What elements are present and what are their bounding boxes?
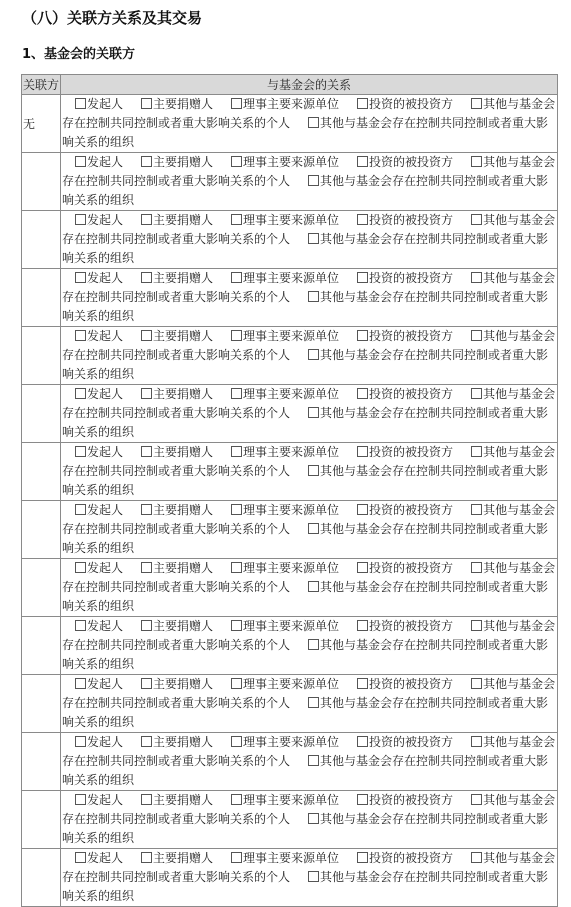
checkbox-icon[interactable] <box>75 620 86 631</box>
checkbox-icon[interactable] <box>141 620 152 631</box>
option-label: 理事主要来源单位 <box>243 387 340 401</box>
relationship-option[interactable] <box>75 387 123 401</box>
checkbox-icon[interactable] <box>75 214 86 225</box>
relationship-option[interactable] <box>75 271 123 285</box>
checkbox-icon[interactable] <box>357 794 368 805</box>
checkbox-icon[interactable] <box>141 852 152 863</box>
checkbox-icon[interactable] <box>471 504 482 515</box>
checkbox-icon[interactable] <box>75 852 86 863</box>
option-label: 其他与基金会存在控制共同控制或者重大影响关系的个人 <box>62 97 556 130</box>
option-label: 其他与基金会存在控制共同控制或者重大影响关系的个人 <box>62 503 556 536</box>
checkbox-icon[interactable] <box>231 388 242 399</box>
option-label: 其他与基金会存在控制共同控制或者重大影响关系的个人 <box>62 445 556 478</box>
relationship-option[interactable] <box>141 155 213 169</box>
relationship-cell <box>61 849 558 907</box>
option-label: 发起人 <box>87 735 124 749</box>
checkbox-icon[interactable] <box>231 562 242 573</box>
option-label: 主要捐赠人 <box>153 329 214 343</box>
checkbox-icon[interactable] <box>141 388 152 399</box>
relationship-cell <box>61 327 558 385</box>
table-row <box>22 153 558 211</box>
relationship-option[interactable] <box>141 213 213 227</box>
option-label: 其他与基金会存在控制共同控制或者重大影响关系的组织 <box>62 116 549 149</box>
relationship-option[interactable] <box>141 735 213 749</box>
checkbox-icon[interactable] <box>471 620 482 631</box>
checkbox-icon[interactable] <box>75 156 86 167</box>
relationship-option[interactable] <box>357 793 453 807</box>
option-label: 主要捐赠人 <box>153 155 214 169</box>
checkbox-icon[interactable] <box>231 736 242 747</box>
option-label: 理事主要来源单位 <box>243 445 340 459</box>
relationship-option[interactable] <box>231 851 339 865</box>
checkbox-icon[interactable] <box>357 620 368 631</box>
option-label: 其他与基金会存在控制共同控制或者重大影响关系的组织 <box>62 812 549 845</box>
related-party-cell <box>22 675 61 733</box>
option-label: 发起人 <box>87 851 124 865</box>
option-label: 其他与基金会存在控制共同控制或者重大影响关系的组织 <box>62 522 549 555</box>
checkbox-icon[interactable] <box>471 736 482 747</box>
related-party-cell <box>22 327 61 385</box>
relationship-option[interactable] <box>231 387 339 401</box>
relationship-cell <box>61 95 558 153</box>
relationship-option[interactable] <box>357 561 453 575</box>
relationship-option[interactable] <box>141 329 213 343</box>
related-party-cell <box>22 153 61 211</box>
relationship-cell <box>61 443 558 501</box>
relationship-option[interactable] <box>75 97 123 111</box>
option-label: 理事主要来源单位 <box>243 851 340 865</box>
checkbox-icon[interactable] <box>308 697 319 708</box>
checkbox-icon[interactable] <box>141 214 152 225</box>
relationship-option[interactable] <box>75 851 123 865</box>
checkbox-icon[interactable] <box>75 388 86 399</box>
checkbox-icon[interactable] <box>141 504 152 515</box>
relationship-option[interactable] <box>357 503 453 517</box>
relationship-cell <box>61 675 558 733</box>
option-label: 其他与基金会存在控制共同控制或者重大影响关系的组织 <box>62 174 549 207</box>
option-label: 投资的被投资方 <box>369 155 454 169</box>
option-label: 其他与基金会存在控制共同控制或者重大影响关系的个人 <box>62 793 556 826</box>
checkbox-icon[interactable] <box>308 639 319 650</box>
checkbox-icon[interactable] <box>231 272 242 283</box>
related-party-cell <box>22 501 61 559</box>
relationship-option[interactable] <box>231 619 339 633</box>
option-label: 其他与基金会存在控制共同控制或者重大影响关系的组织 <box>62 290 549 323</box>
relationship-option[interactable] <box>357 851 453 865</box>
sub-title: 1、基金会的关联方 <box>22 47 136 62</box>
relationship-option[interactable] <box>75 155 123 169</box>
table-row <box>22 211 558 269</box>
checkbox-icon[interactable] <box>308 755 319 766</box>
checkbox-icon[interactable] <box>471 330 482 341</box>
checkbox-icon[interactable] <box>357 214 368 225</box>
checkbox-icon[interactable] <box>471 678 482 689</box>
relationship-cell <box>61 385 558 443</box>
checkbox-icon[interactable] <box>357 562 368 573</box>
relationship-option[interactable] <box>141 851 213 865</box>
checkbox-icon[interactable] <box>75 446 86 457</box>
checkbox-icon[interactable] <box>75 794 86 805</box>
option-label: 投资的被投资方 <box>369 735 454 749</box>
table-row <box>22 95 558 153</box>
table-row <box>22 849 558 907</box>
related-party-cell <box>22 269 61 327</box>
option-label: 理事主要来源单位 <box>243 735 340 749</box>
checkbox-icon[interactable] <box>357 272 368 283</box>
option-label: 其他与基金会存在控制共同控制或者重大影响关系的个人 <box>62 619 556 652</box>
option-label: 其他与基金会存在控制共同控制或者重大影响关系的个人 <box>62 735 556 768</box>
checkbox-icon[interactable] <box>75 504 86 515</box>
related-party-cell <box>22 791 61 849</box>
relationship-option[interactable] <box>75 793 123 807</box>
option-label: 发起人 <box>87 503 124 517</box>
relationship-option[interactable] <box>231 445 339 459</box>
checkbox-icon[interactable] <box>141 156 152 167</box>
relationship-option[interactable] <box>231 155 339 169</box>
table-row <box>22 559 558 617</box>
relationship-option[interactable] <box>357 155 453 169</box>
option-label: 投资的被投资方 <box>369 97 454 111</box>
checkbox-icon[interactable] <box>141 446 152 457</box>
checkbox-icon[interactable] <box>231 678 242 689</box>
checkbox-icon[interactable] <box>308 349 319 360</box>
checkbox-icon[interactable] <box>471 272 482 283</box>
option-label: 理事主要来源单位 <box>243 271 340 285</box>
option-label: 理事主要来源单位 <box>243 561 340 575</box>
table-header-row <box>22 75 558 95</box>
relationship-cell <box>61 269 558 327</box>
relationship-option[interactable] <box>231 735 339 749</box>
relationship-option[interactable] <box>75 329 123 343</box>
relationship-option[interactable] <box>357 735 453 749</box>
option-label: 投资的被投资方 <box>369 387 454 401</box>
header-relationship: 与基金会的关系 <box>61 75 558 95</box>
option-label: 投资的被投资方 <box>369 329 454 343</box>
option-label: 投资的被投资方 <box>369 503 454 517</box>
checkbox-icon[interactable] <box>357 330 368 341</box>
option-label: 主要捐赠人 <box>153 503 214 517</box>
relationship-option[interactable] <box>357 387 453 401</box>
option-label: 投资的被投资方 <box>369 619 454 633</box>
related-party-cell <box>22 849 61 907</box>
checkbox-icon[interactable] <box>357 98 368 109</box>
relationship-option[interactable] <box>231 213 339 227</box>
option-label: 主要捐赠人 <box>153 735 214 749</box>
checkbox-icon[interactable] <box>231 794 242 805</box>
checkbox-icon[interactable] <box>471 98 482 109</box>
relationship-option[interactable] <box>75 735 123 749</box>
option-label: 主要捐赠人 <box>153 619 214 633</box>
relationship-option[interactable] <box>231 329 339 343</box>
option-label: 其他与基金会存在控制共同控制或者重大影响关系的个人 <box>62 155 556 188</box>
table-row <box>22 501 558 559</box>
checkbox-icon[interactable] <box>471 562 482 573</box>
relationship-option[interactable] <box>231 677 339 691</box>
table-row <box>22 385 558 443</box>
relationship-cell <box>61 501 558 559</box>
option-label: 主要捐赠人 <box>153 271 214 285</box>
table-row <box>22 327 558 385</box>
section-title: （八）关联方关系及其交易 <box>22 9 203 27</box>
option-label: 其他与基金会存在控制共同控制或者重大影响关系的个人 <box>62 213 556 246</box>
option-label: 理事主要来源单位 <box>243 503 340 517</box>
option-label: 主要捐赠人 <box>153 561 214 575</box>
related-party-cell <box>22 617 61 675</box>
checkbox-icon[interactable] <box>141 98 152 109</box>
related-party-cell <box>22 559 61 617</box>
relationship-option[interactable] <box>141 445 213 459</box>
checkbox-icon[interactable] <box>308 291 319 302</box>
checkbox-icon[interactable] <box>357 852 368 863</box>
checkbox-icon[interactable] <box>75 562 86 573</box>
checkbox-icon[interactable] <box>75 272 86 283</box>
option-label: 其他与基金会存在控制共同控制或者重大影响关系的个人 <box>62 329 556 362</box>
option-label: 发起人 <box>87 271 124 285</box>
checkbox-icon[interactable] <box>471 214 482 225</box>
option-label: 主要捐赠人 <box>153 677 214 691</box>
checkbox-icon[interactable] <box>75 330 86 341</box>
relationship-option[interactable] <box>141 97 213 111</box>
option-label: 发起人 <box>87 213 124 227</box>
checkbox-icon[interactable] <box>471 156 482 167</box>
checkbox-icon[interactable] <box>357 504 368 515</box>
option-label: 主要捐赠人 <box>153 213 214 227</box>
option-label: 理事主要来源单位 <box>243 155 340 169</box>
checkbox-icon[interactable] <box>357 446 368 457</box>
option-label: 发起人 <box>87 677 124 691</box>
checkbox-icon[interactable] <box>231 156 242 167</box>
checkbox-icon[interactable] <box>357 156 368 167</box>
option-label: 主要捐赠人 <box>153 851 214 865</box>
checkbox-icon[interactable] <box>231 504 242 515</box>
related-party-cell <box>22 443 61 501</box>
checkbox-icon[interactable] <box>357 736 368 747</box>
option-label: 主要捐赠人 <box>153 793 214 807</box>
checkbox-icon[interactable] <box>471 388 482 399</box>
option-label: 理事主要来源单位 <box>243 213 340 227</box>
option-label: 理事主要来源单位 <box>243 793 340 807</box>
option-label: 发起人 <box>87 561 124 575</box>
checkbox-icon[interactable] <box>471 794 482 805</box>
relationship-option[interactable] <box>357 677 453 691</box>
related-party-cell <box>22 733 61 791</box>
relationship-option[interactable] <box>357 271 453 285</box>
option-label: 其他与基金会存在控制共同控制或者重大影响关系的组织 <box>62 232 549 265</box>
option-label: 投资的被投资方 <box>369 561 454 575</box>
relationship-option[interactable] <box>231 561 339 575</box>
relationship-option[interactable] <box>75 503 123 517</box>
option-label: 其他与基金会存在控制共同控制或者重大影响关系的个人 <box>62 387 556 420</box>
option-label: 投资的被投资方 <box>369 851 454 865</box>
checkbox-icon[interactable] <box>308 523 319 534</box>
option-label: 其他与基金会存在控制共同控制或者重大影响关系的组织 <box>62 870 549 903</box>
option-label: 理事主要来源单位 <box>243 677 340 691</box>
checkbox-icon[interactable] <box>357 678 368 689</box>
table-row <box>22 675 558 733</box>
table-row <box>22 269 558 327</box>
table-row <box>22 617 558 675</box>
checkbox-icon[interactable] <box>308 117 319 128</box>
option-label: 其他与基金会存在控制共同控制或者重大影响关系的个人 <box>62 677 556 710</box>
option-label: 投资的被投资方 <box>369 271 454 285</box>
relationship-cell <box>61 153 558 211</box>
checkbox-icon[interactable] <box>308 407 319 418</box>
checkbox-icon[interactable] <box>75 678 86 689</box>
relationship-option[interactable] <box>231 271 339 285</box>
checkbox-icon[interactable] <box>231 446 242 457</box>
option-label: 其他与基金会存在控制共同控制或者重大影响关系的组织 <box>62 696 549 729</box>
option-label: 理事主要来源单位 <box>243 329 340 343</box>
table-row <box>22 733 558 791</box>
checkbox-icon[interactable] <box>141 272 152 283</box>
checkbox-icon[interactable] <box>308 175 319 186</box>
relationship-option[interactable] <box>75 677 123 691</box>
option-label: 投资的被投资方 <box>369 213 454 227</box>
option-label: 其他与基金会存在控制共同控制或者重大影响关系的组织 <box>62 638 549 671</box>
checkbox-icon[interactable] <box>141 736 152 747</box>
relationship-option[interactable] <box>141 619 213 633</box>
option-label: 理事主要来源单位 <box>243 97 340 111</box>
checkbox-icon[interactable] <box>141 330 152 341</box>
related-party-cell: 无 <box>22 95 61 153</box>
relationship-option[interactable] <box>141 503 213 517</box>
relationship-cell <box>61 733 558 791</box>
relationship-option[interactable] <box>141 387 213 401</box>
checkbox-icon[interactable] <box>308 871 319 882</box>
related-party-cell <box>22 385 61 443</box>
option-label: 发起人 <box>87 97 124 111</box>
relationship-cell <box>61 211 558 269</box>
relationship-cell <box>61 559 558 617</box>
option-label: 投资的被投资方 <box>369 445 454 459</box>
relationship-option[interactable] <box>231 503 339 517</box>
relationship-option[interactable] <box>141 561 213 575</box>
relationship-option[interactable] <box>75 213 123 227</box>
relationship-option[interactable] <box>141 271 213 285</box>
option-label: 主要捐赠人 <box>153 387 214 401</box>
checkbox-icon[interactable] <box>75 98 86 109</box>
table-row <box>22 791 558 849</box>
related-party-table <box>21 74 558 907</box>
checkbox-icon[interactable] <box>141 562 152 573</box>
relationship-option[interactable] <box>357 213 453 227</box>
checkbox-icon[interactable] <box>471 852 482 863</box>
relationship-option[interactable] <box>75 445 123 459</box>
checkbox-icon[interactable] <box>231 852 242 863</box>
option-label: 其他与基金会存在控制共同控制或者重大影响关系的个人 <box>62 851 556 884</box>
checkbox-icon[interactable] <box>231 620 242 631</box>
option-label: 其他与基金会存在控制共同控制或者重大影响关系的组织 <box>62 348 549 381</box>
relationship-option[interactable] <box>231 97 339 111</box>
table-row <box>22 443 558 501</box>
option-label: 其他与基金会存在控制共同控制或者重大影响关系的个人 <box>62 271 556 304</box>
relationship-option[interactable] <box>357 445 453 459</box>
option-label: 发起人 <box>87 445 124 459</box>
relationship-cell <box>61 617 558 675</box>
header-related-party: 关联方 <box>22 75 61 95</box>
option-label: 发起人 <box>87 329 124 343</box>
relationship-option[interactable] <box>75 561 123 575</box>
option-label: 其他与基金会存在控制共同控制或者重大影响关系的组织 <box>62 406 549 439</box>
option-label: 其他与基金会存在控制共同控制或者重大影响关系的组织 <box>62 464 549 497</box>
relationship-option[interactable] <box>141 793 213 807</box>
option-label: 其他与基金会存在控制共同控制或者重大影响关系的个人 <box>62 561 556 594</box>
checkbox-icon[interactable] <box>231 98 242 109</box>
option-label: 发起人 <box>87 387 124 401</box>
checkbox-icon[interactable] <box>308 581 319 592</box>
option-label: 主要捐赠人 <box>153 97 214 111</box>
relationship-cell <box>61 791 558 849</box>
relationship-option[interactable] <box>357 329 453 343</box>
checkbox-icon[interactable] <box>231 330 242 341</box>
option-label: 发起人 <box>87 155 124 169</box>
option-label: 理事主要来源单位 <box>243 619 340 633</box>
option-label: 主要捐赠人 <box>153 445 214 459</box>
option-label: 发起人 <box>87 793 124 807</box>
checkbox-icon[interactable] <box>308 813 319 824</box>
relationship-option[interactable] <box>75 619 123 633</box>
checkbox-icon[interactable] <box>357 388 368 399</box>
relationship-option[interactable] <box>231 793 339 807</box>
relationship-option[interactable] <box>357 97 453 111</box>
checkbox-icon[interactable] <box>75 736 86 747</box>
option-label: 投资的被投资方 <box>369 677 454 691</box>
option-label: 其他与基金会存在控制共同控制或者重大影响关系的组织 <box>62 580 549 613</box>
relationship-option[interactable] <box>141 677 213 691</box>
checkbox-icon[interactable] <box>141 678 152 689</box>
checkbox-icon[interactable] <box>308 465 319 476</box>
checkbox-icon[interactable] <box>308 233 319 244</box>
related-party-cell <box>22 211 61 269</box>
option-label: 其他与基金会存在控制共同控制或者重大影响关系的组织 <box>62 754 549 787</box>
relationship-option[interactable] <box>357 619 453 633</box>
checkbox-icon[interactable] <box>471 446 482 457</box>
checkbox-icon[interactable] <box>141 794 152 805</box>
checkbox-icon[interactable] <box>231 214 242 225</box>
option-label: 投资的被投资方 <box>369 793 454 807</box>
option-label: 发起人 <box>87 619 124 633</box>
